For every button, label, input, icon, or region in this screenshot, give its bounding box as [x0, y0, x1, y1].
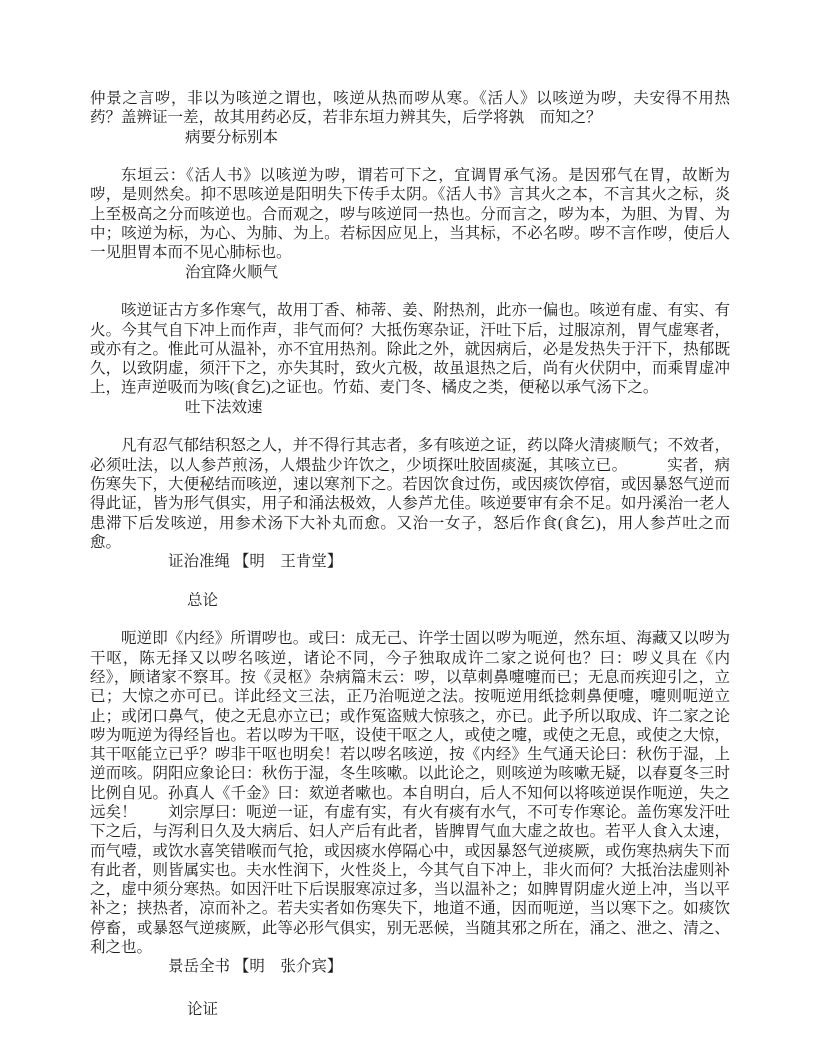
section-heading-jianghuo: 治宜降火顺气	[185, 263, 279, 281]
paragraph-dongyuan: 东垣云：《活人书》以咳逆为哕，谓若可下之，宜调胃承气汤。是因邪气在胃，故断为哕，是则然矣。抑不思咳逆是阳明失下传手太阴。《活人书》言其火之本，不言其火之标，炎上至极高之分而咳逆也。合而观之，哕与咳逆同一热也。分而言之，哕为本，为胆、为胃、为中；咳逆为标，为心、为肺、为上。若标因应见上，当其标，不必名哕。哕不言作哕，使后人一见胆胃本而不见心肺标也。	[90, 167, 730, 262]
paragraph-eni-zonglun: 呃逆即《内经》所谓哕也。或曰：成无己、许学士固以哕为呃逆，然东垣、海藏又以哕为干呕，陈无择又以哕名咳逆，诸论不同，今子独取成许二家之说何也？曰：哕义具在《内经》，顾诸家不察耳。按《灵枢》杂病篇末云：哕，以草刺鼻嚏嚏而已；无息而疾迎引之，立已；大惊之亦可已。详此经文三法，正乃治呃逆之法。按呃逆用纸捻刺鼻便嚏，嚏则呃逆立止；或闭口鼻气，使之无息亦立已；或作冤盗贼大惊骇之，亦已。此予所以取成、许二家之论哕为呃逆为得经旨也。若以哕为干呕，设使干呕之人，或使之嚏，或使之无息，或使之大惊，其干呕能立已乎？哕非干呕也明矣！若以哕名咳逆，按《内经》生气通天论曰：秋伤于湿，上逆而咳。阴阳应象论曰：秋伤于湿，冬生咳嗽。以此论之，则咳逆为咳嗽无疑，以春夏冬三时比例自见。孙真人《千金》曰：欬逆者嗽也。本自明白，后人不知何以将咳逆误作呃逆，失之远矣！ 刘宗厚曰：呃逆一证，有虚有实，有火有痰有水气，不可专作寒论。盖伤寒发汗吐下之后，与泻利日久及大病后、妇人产后有此者，皆脾胃气血大虚之故也。若平人食入太速，而气噎，或饮水喜笑错喉而气抢，或因痰水停隔心中，或因暴怒气逆痰厥，或伤寒热病失下而有此者，则皆属实也。夫水性润下，火性炎上，今其气自下冲上，非火而何？大抵治法虚则补之，虚中须分寒热。如因汗吐下后误服寒凉过多，当以温补之；如脾胃阴虚火逆上冲，当以平补之；挟热者，凉而补之。若夫实者如伤寒失下，地道不通，因而呃逆，当以寒下之。如痰饮停畜，或暴怒气逆痰厥，此等必形气俱实，别无恶候，当随其邪之所在，涌之、泄之、清之、利之也。	[90, 630, 730, 957]
section-heading-tuxiafa: 吐下法效速	[185, 398, 263, 416]
paragraph-continuation: 仲景之言哕，非以为咳逆之谓也，咳逆从热而哕从寒。《活人》以咳逆为哕，夫安得不用热药？盖辨证一差，故其用药必反，若非东垣力辨其失，后学将孰 而知之？	[90, 90, 730, 127]
book-source-zhengzhizhunsheng: 证治准绳 【明 王肯堂】	[168, 553, 343, 571]
book-source-jingyuequanshu: 景岳全书 【明 张介宾】	[168, 958, 343, 976]
section-heading-biaoben: 病要分标别本	[185, 128, 279, 146]
paragraph-tuxia: 凡有忍气郁结积怒之人，并不得行其志者，多有咳逆之证，药以降火清痰顺气；不效者，必须吐法，以人参芦煎汤，人煨盐少许饮之，少顷探吐胶固痰涎，其咳立已。 实者，病伤寒失下，大便秘结而咳逆，速以寒剂下之。若因饮食过伤，或因痰饮停宿，或因暴怒气逆而得此证，皆为形气俱实，用子和涌法极效，人参芦尤佳。咳逆要审有余不足。如丹溪治一老人患滞下后发咳逆，用参术汤下大补丸而愈。又治一女子，怒后作食(食乞)，用人参芦吐之而愈。	[90, 437, 730, 551]
paragraph-keni-zheng: 咳逆证古方多作寒气，故用丁香、柿蒂、姜、附热剂，此亦一偏也。咳逆有虚、有实、有火。今其气自下冲上而作声，非气而何？大抵伤寒杂证，汗吐下后，过服凉剂，胃气虚寒者，或亦有之。惟此可从温补，亦不宜用热剂。除此之外，就因病后，必是发热失于汗下，热郁既久，以致阴虚，须汗下之，亦失其时，致火亢极，故虽退热之后，尚有火伏阴中，而乘胃虚冲上，连声逆吸而为咳(食乞)之证也。竹茹、麦门冬、橘皮之类，便秘以承气汤下之。	[90, 302, 730, 397]
section-heading-lunzheng: 论证	[187, 1000, 219, 1018]
section-heading-zonglun: 总论	[187, 591, 219, 609]
